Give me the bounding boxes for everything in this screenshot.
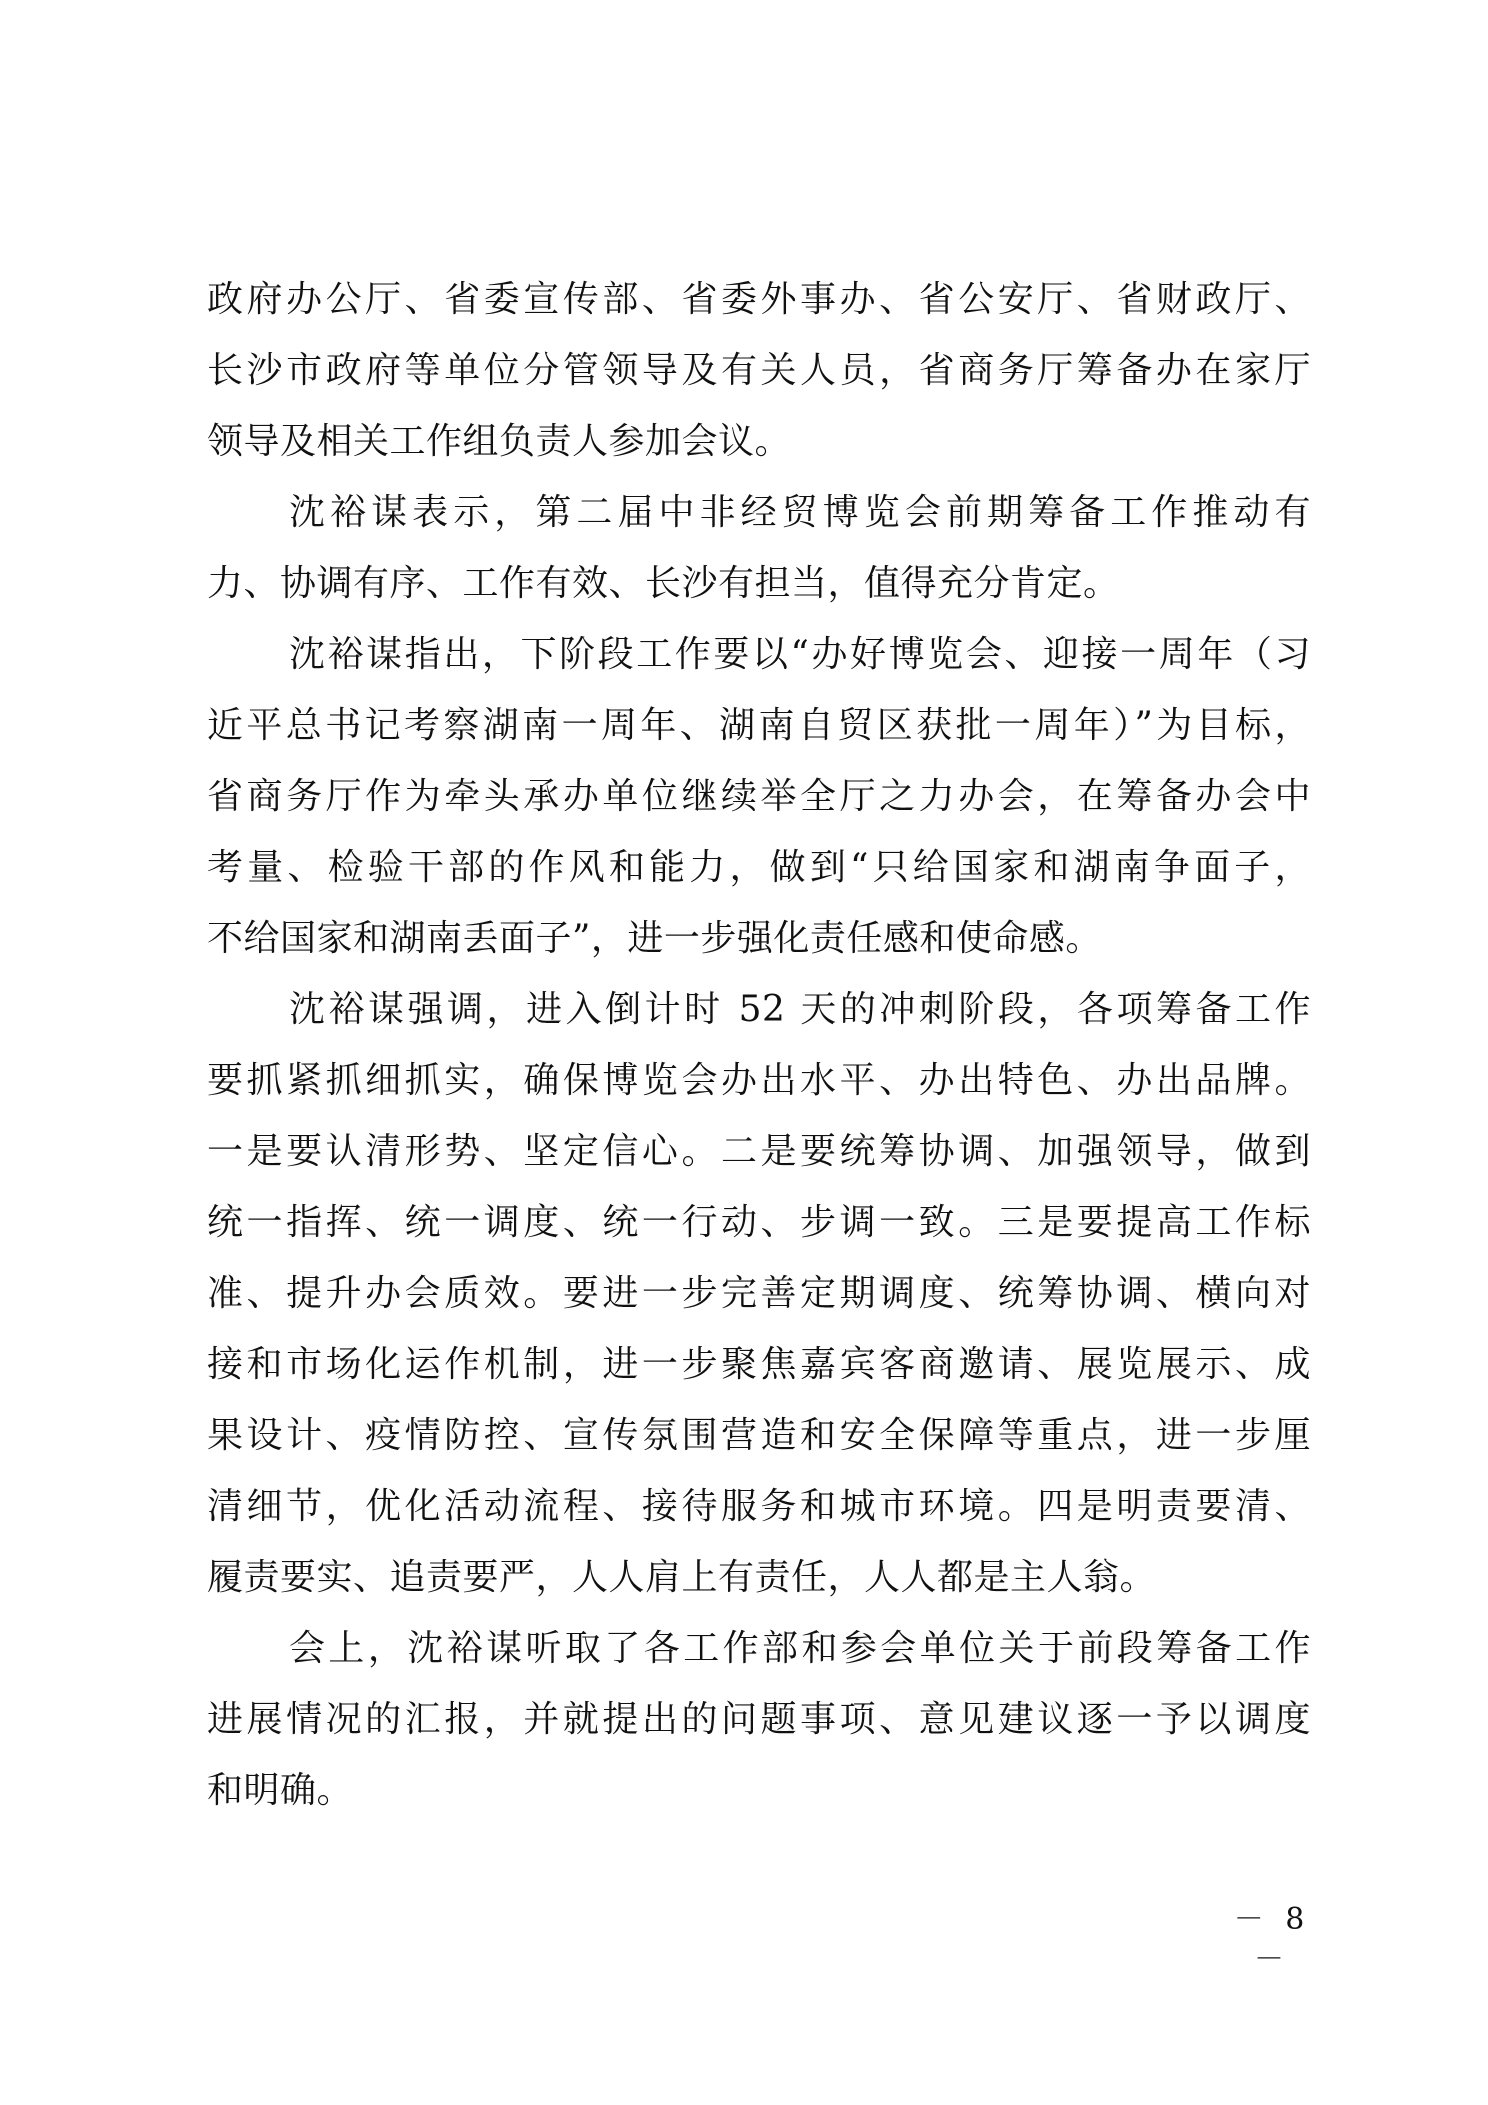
paragraph-sprint-requirements [207, 974, 1311, 1613]
text-line: 沈裕谋表示，第二届中非经贸博览会前期筹备工作推动有 [289, 492, 1311, 533]
text-line: 政府办公厅、省委宣传部、省委外事办、省公安厅、省财政厅、 [207, 279, 1311, 320]
text-line: 长沙市政府等单位分管领导及有关人员，省商务厅筹备办在家厅 [207, 350, 1311, 391]
text-line: 清细节，优化活动流程、接待服务和城市环境。四是明责要清、 [207, 1486, 1311, 1527]
text-line: 接和市场化运作机制，进一步聚焦嘉宾客商邀请、展览展示、成 [207, 1344, 1311, 1385]
text-line: 考量、检验干部的作风和能力，做到“只给国家和湖南争面子， [207, 847, 1311, 888]
text-line: 沈裕谋指出，下阶段工作要以“办好博览会、迎接一周年（习 [289, 634, 1311, 675]
paragraph-meeting-reports [207, 1613, 1311, 1826]
text-line: 进展情况的汇报，并就提出的问题事项、意见建议逐一予以调度 [207, 1699, 1311, 1740]
text-line: 领导及相关工作组负责人参加会议。 [207, 421, 792, 462]
text-line: 近平总书记考察湖南一周年、湖南自贸区获批一周年）”为目标， [207, 705, 1311, 746]
text-line: 力、协调有序、工作有效、长沙有担当，值得充分肯定。 [207, 563, 1120, 604]
text-line: 会上，沈裕谋听取了各工作部和参会单位关于前段筹备工作 [289, 1628, 1311, 1669]
text-line: 和明确。 [207, 1770, 354, 1811]
text-line: 省商务厅作为牵头承办单位继续举全厅之力办会，在筹备办会中 [207, 776, 1311, 817]
text-line: 果设计、疫情防控、宣传氛围营造和安全保障等重点，进一步厘 [207, 1415, 1311, 1456]
document-body [207, 264, 1311, 1826]
paragraph-affirmation [207, 477, 1311, 619]
text-line: 准、提升办会质效。要进一步完善定期调度、统筹协调、横向对 [207, 1273, 1311, 1314]
page-number: － 8 － [1233, 1902, 1311, 1977]
paragraph-next-stage-goals [207, 619, 1311, 974]
text-line: 履责要实、追责要严，人人肩上有责任，人人都是主人翁。 [207, 1557, 1157, 1598]
paragraph-attendees [207, 264, 1311, 477]
text-line: 要抓紧抓细抓实，确保博览会办出水平、办出特色、办出品牌。 [207, 1060, 1311, 1101]
text-line: 不给国家和湖南丢面子”，进一步强化责任感和使命感。 [207, 918, 1102, 959]
text-line: 沈裕谋强调，进入倒计时 52 天的冲刺阶段，各项筹备工作 [289, 989, 1311, 1030]
text-line: 一是要认清形势、坚定信心。二是要统筹协调、加强领导，做到 [207, 1131, 1311, 1172]
text-line: 统一指挥、统一调度、统一行动、步调一致。三是要提高工作标 [207, 1202, 1311, 1243]
